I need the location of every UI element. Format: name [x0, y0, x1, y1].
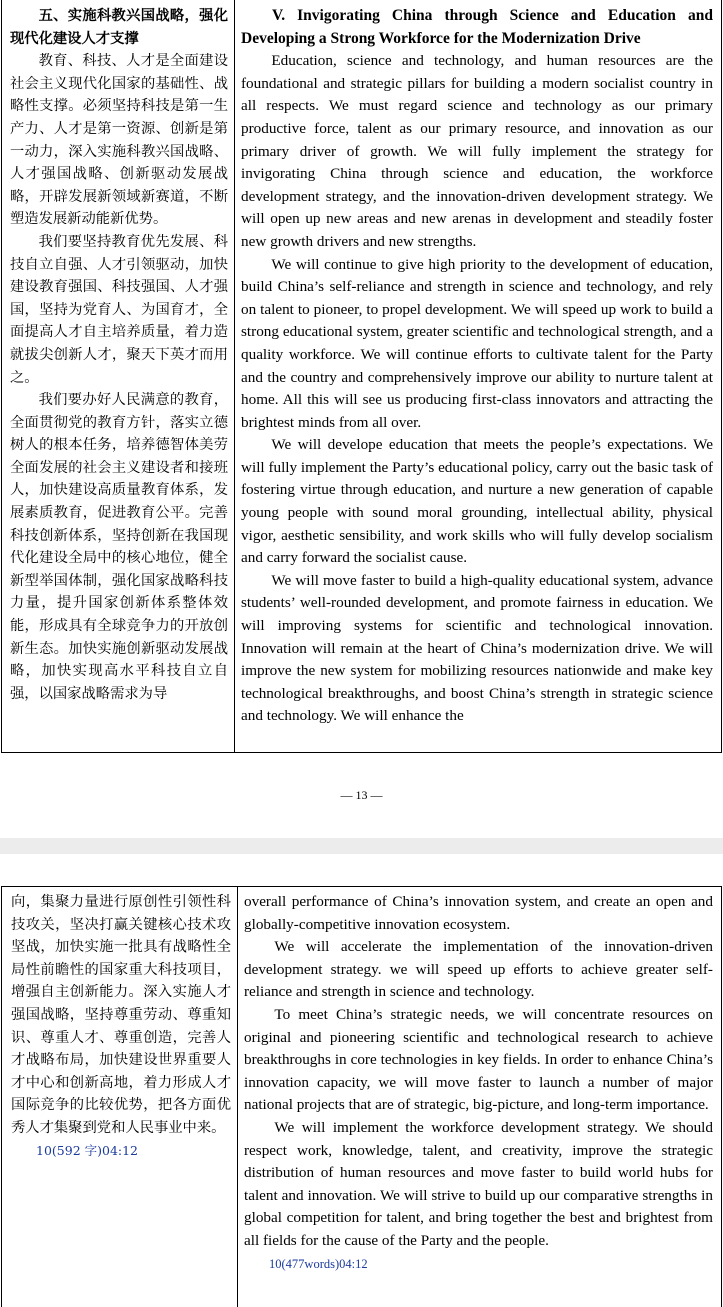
page-number: — 13 — — [340, 788, 383, 802]
english-column — [244, 891, 713, 1275]
bilingual-table — [1, 0, 722, 753]
english-section-heading: V. Invigorating China through Science and Education and Developing a Strong Workforce for the Modernization Drive — [241, 7, 713, 47]
document-page-14 — [0, 854, 723, 1296]
english-paragraph: overall performance of China’s innovation system, and create an open and globally-competitive innovation ecosystem. — [244, 893, 713, 933]
english-paragraph: We will continue to give high priority to the development of education, build China’s self-reliance and strength in science and technology, and rely on talent to pioneer, to propel development. We will speed up work to build a strong educational system, greater scientific and technological strength, and a quality workforce. We will continue efforts to cultivate talent for the Party and the country and comprehensively improve our ability to nurture talent at home. All this will see us producing first-class innovators and attracting the brightest minds from all over. — [241, 255, 713, 431]
bilingual-table — [1, 886, 722, 1307]
english-paragraph: Education, science and technology, and human resources are the foundational and strategic pillars for building a modern socialist country in all respects. We must regard science and technology as our primary productive force, talent as our primary resource, and innovation as our primary driver of growth. We will fully implement the strategy for invigorating China through science and education, the workforce development strategy, and the innovation-driven development strategy. We will open up new areas and new arenas in development and steadily foster new growth drivers and new strengths. — [241, 52, 713, 250]
chinese-paragraph: 教育、科技、人才是全面建设社会主义现代化国家的基础性、战略性支撑。必须坚持科技是第一生产力、人才是第一资源、创新是第一动力，深入实施科教兴国战略、人才强国战略、创新驱动发展战略，开辟发展新领域新赛道，不断塑造发展新动能新优势。 — [10, 53, 228, 228]
english-paragraph: We will move faster to build a high-quality educational system, advance students’ well-rounded development, and promote fairness in education. We will improving systems for scientific and technological innovation. Innovation will remain at the heart of China’s modernization drive. We will improve the new system for mobilizing resources nationwide and make key technological breakthroughs, and boost China’s strength in strategic science and technology. We will enhance the — [241, 571, 713, 725]
chinese-section-heading: 五、实施科教兴国战略，强化现代化建设人才支撑 — [10, 8, 228, 47]
chinese-paragraph: 向，集聚力量进行原创性引领性科技攻关，坚决打赢关键核心技术攻坚战，加快实施一批具有战略性全局性前瞻性的国家重大科技项目，增强自主创新能力。深入实施人才强国战略，坚持尊重劳动、尊重知识、尊重人才、尊重创造，完善人才战略布局，加快建设世界重要人才中心和创新高地，着力形成人才国际竞争的比较优势，把各方面优秀人才集聚到党和人民事业中来。 — [11, 894, 231, 1136]
english-paragraph: To meet China’s strategic needs, we will concentrate resources on original and pioneering scientific and technological research to achieve breakthroughs in core technologies in key fields. In order to enhance China’s innovation capacity, we will move faster to launch a number of major national projects that are of strategic, big-picture, and long-term importance. — [244, 1005, 713, 1114]
chinese-paragraph: 我们要办好人民满意的教育，全面贯彻党的教育方针，落实立德树人的根本任务，培养德智体美劳全面发展的社会主义建设者和接班人，加快建设高质量教育体系，发展素质教育，促进教育公平。完善科技创新体系，坚持创新在我国现代化建设全局中的核心地位，健全新型举国体制，强化国家战略科技力量，提升国家创新体系整体效能，形成具有全球竞争力的开放创新生态。加快实施创新驱动发展战略，加快实现高水平科技自立自强，以国家战略需求为导 — [10, 392, 228, 702]
english-column — [241, 5, 713, 728]
column-divider — [234, 0, 235, 752]
chinese-word-count: 10(592 字)04:12 — [36, 1142, 139, 1158]
english-paragraph: We will accelerate the implementation of the innovation-driven development strategy. we will speed up efforts to achieve greater self-reliance and strength in science and technology. — [244, 938, 713, 1001]
english-paragraph: We will implement the workforce development strategy. We should respect work, knowledge, talent, and creativity, improve the strategic distribution of human resources and move faster to build world hubs for talent and innovation. We will strive to build up our comparative strengths in global competition for talent, and bring together the best and brightest from all fields for the cause of the Party and the people. — [244, 1118, 713, 1249]
column-divider — [237, 887, 238, 1307]
chinese-paragraph: 我们要坚持教育优先发展、科技自立自强、人才引领驱动，加快建设教育强国、科技强国、人才强国，坚持为党育人、为国育才，全面提高人才自主培养质量，着力造就拔尖创新人才，聚天下英才而用之。 — [10, 233, 228, 386]
english-paragraph: We will develope education that meets the people’s expectations. We will fully implement the Party’s educational policy, carry out the basic task of fostering virtue through education, and nurture a new generation of capable young people with sound moral grounding, intellectual ability, physical vigor, aesthetic sensibility, and work skills who will fully develop socialism and carry forward the socialist cause. — [241, 436, 713, 567]
chinese-column — [11, 891, 231, 1162]
page-separator — [0, 838, 723, 854]
english-word-count: 10(477words)04:12 — [269, 1256, 368, 1271]
chinese-column — [10, 5, 228, 705]
